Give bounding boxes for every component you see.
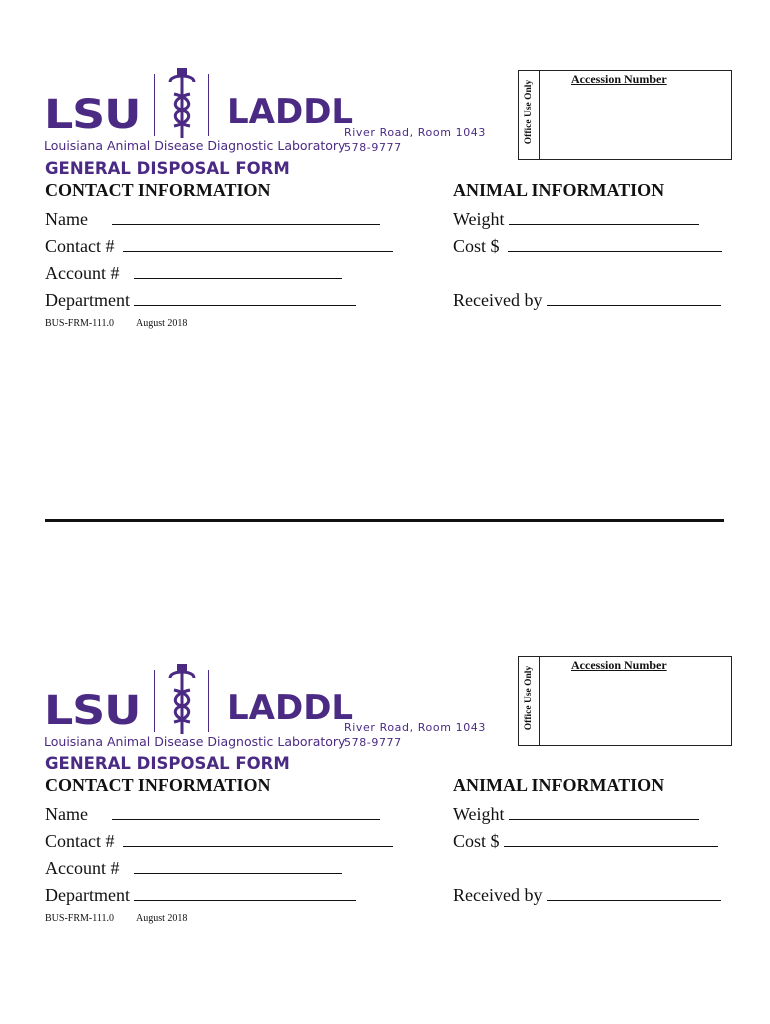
- form-code: BUS-FRM-111.0: [45, 913, 114, 924]
- contact-heading: CONTACT INFORMATION: [45, 775, 271, 795]
- weight-field[interactable]: [453, 208, 699, 230]
- laddl-wordmark: LADDL: [227, 688, 354, 728]
- department-field[interactable]: [45, 289, 356, 311]
- cost-field[interactable]: [453, 235, 722, 257]
- name-field[interactable]: [45, 803, 380, 825]
- name-line[interactable]: [112, 803, 380, 820]
- account-line[interactable]: [134, 857, 342, 874]
- accession-number-label: Accession Number: [571, 658, 667, 672]
- office-use-box: [518, 656, 732, 746]
- contact-heading: CONTACT INFORMATION: [45, 180, 271, 200]
- form-footer: [45, 318, 187, 329]
- account-line[interactable]: [134, 262, 342, 279]
- form-title: GENERAL DISPOSAL FORM: [45, 754, 290, 773]
- account-label: Account #: [45, 858, 120, 878]
- weight-line[interactable]: [509, 803, 699, 820]
- logo-divider: [208, 670, 209, 732]
- form-code: BUS-FRM-111.0: [45, 318, 114, 329]
- name-label: Name: [45, 804, 88, 824]
- logo-tagline: Louisiana Animal Disease Diagnostic Laboratory: [44, 734, 346, 749]
- weight-label: Weight: [453, 804, 505, 824]
- received-by-label: Received by: [453, 290, 543, 310]
- logo-divider: [154, 74, 155, 136]
- department-field[interactable]: [45, 884, 356, 906]
- office-use-label: Office Use Only: [524, 665, 534, 731]
- disposal-form-top: [0, 0, 770, 420]
- cost-field[interactable]: [453, 830, 718, 852]
- cost-label: Cost $: [453, 831, 500, 851]
- department-label: Department: [45, 290, 130, 310]
- contact-field[interactable]: [45, 830, 393, 852]
- office-divider: [539, 71, 540, 159]
- form-title: GENERAL DISPOSAL FORM: [45, 159, 290, 178]
- address-block: [344, 720, 486, 750]
- received-by-field[interactable]: [453, 884, 721, 906]
- accession-number-label: Accession Number: [571, 72, 667, 86]
- lsu-laddl-logo: [44, 68, 354, 158]
- phone-line: 578-9777: [344, 141, 402, 154]
- received-by-label: Received by: [453, 885, 543, 905]
- department-label: Department: [45, 885, 130, 905]
- address-line: River Road, Room 1043: [344, 126, 487, 139]
- animal-heading: ANIMAL INFORMATION: [453, 775, 665, 795]
- lsu-laddl-logo: [44, 664, 354, 754]
- lsu-wordmark: LSU: [44, 688, 141, 734]
- logo-divider: [208, 74, 209, 136]
- contact-label: Contact #: [45, 831, 115, 851]
- office-use-label: Office Use Only: [524, 79, 534, 145]
- cut-line-divider: [45, 519, 724, 522]
- contact-line[interactable]: [123, 830, 393, 847]
- department-line[interactable]: [134, 289, 356, 306]
- logo-tagline: Louisiana Animal Disease Diagnostic Laboratory: [44, 138, 346, 153]
- phone-line: 578-9777: [344, 736, 402, 749]
- contact-field[interactable]: [45, 235, 393, 257]
- cost-line[interactable]: [504, 830, 718, 847]
- laddl-wordmark: LADDL: [227, 92, 354, 132]
- department-line[interactable]: [134, 884, 356, 901]
- form-footer: [45, 913, 187, 924]
- form-date: August 2018: [136, 913, 188, 924]
- account-label: Account #: [45, 263, 120, 283]
- logo-divider: [154, 670, 155, 732]
- office-divider: [539, 657, 540, 745]
- account-field[interactable]: [45, 262, 342, 284]
- caduceus-icon: [162, 664, 202, 736]
- caduceus-icon: [162, 68, 202, 140]
- received-by-line[interactable]: [547, 884, 721, 901]
- lsu-wordmark: LSU: [44, 92, 141, 138]
- weight-line[interactable]: [509, 208, 699, 225]
- weight-field[interactable]: [453, 803, 699, 825]
- cost-label: Cost $: [453, 236, 500, 256]
- disposal-form-bottom: [0, 596, 770, 1016]
- name-line[interactable]: [112, 208, 380, 225]
- received-by-field[interactable]: [453, 289, 721, 311]
- name-field[interactable]: [45, 208, 380, 230]
- weight-label: Weight: [453, 209, 505, 229]
- address-line: River Road, Room 1043: [344, 721, 487, 734]
- contact-line[interactable]: [123, 235, 393, 252]
- account-field[interactable]: [45, 857, 342, 879]
- name-label: Name: [45, 209, 88, 229]
- received-by-line[interactable]: [547, 289, 721, 306]
- office-use-box: [518, 70, 732, 160]
- form-date: August 2018: [136, 318, 188, 329]
- cost-line[interactable]: [508, 235, 722, 252]
- contact-label: Contact #: [45, 236, 115, 256]
- animal-heading: ANIMAL INFORMATION: [453, 180, 665, 200]
- address-block: [344, 125, 486, 155]
